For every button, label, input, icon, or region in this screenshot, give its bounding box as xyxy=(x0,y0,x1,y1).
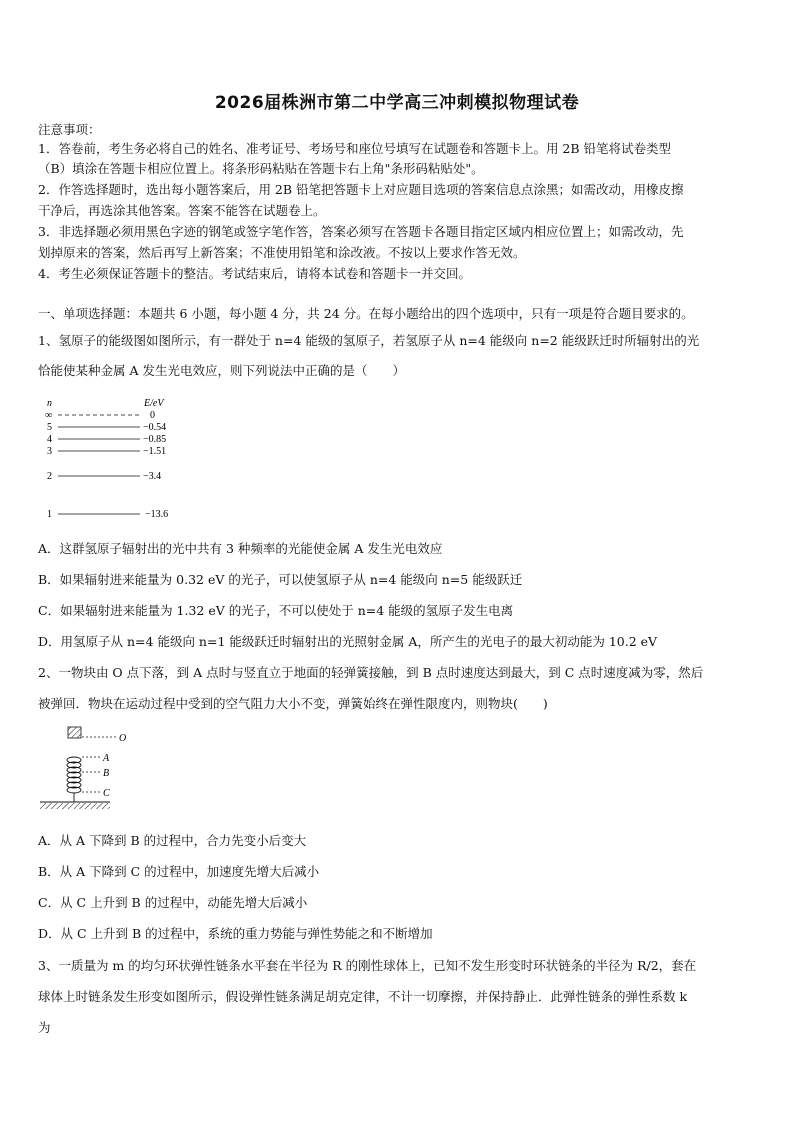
note-line: 2．作答选择题时，选出每小题答案后，用 2B 铅笔把答题卡上对应题目选项的答案信息点涂黑；如需改动，用橡皮擦 xyxy=(38,182,684,197)
note-line: 干净后，再选涂其他答案。答案不能答在试题卷上。 xyxy=(38,203,326,218)
level-n-label: 3 xyxy=(47,446,52,457)
note-line: 1．答卷前，考生务必将自己的姓名、准考证号、考场号和座位号填写在试题卷和答题卡上。用 2B 铅笔将试卷类型 xyxy=(38,141,672,156)
q2-stem: 被弹回．物块在运动过程中受到的空气阻力大小不变，弹簧始终在弹性限度内，则物块( ) xyxy=(38,696,548,711)
q2-option-b: B．从 A 下降到 C 的过程中，加速度先增大后减小 xyxy=(38,864,320,879)
level-energy-label: 0 xyxy=(150,410,155,421)
q1-stem: 1、氢原子的能级图如图所示，有一群处于 n=4 能级的氢原子，若氢原子从 n=4 能级向 n=2 能级跃迁时所辐射出的光 xyxy=(38,333,700,348)
page-title: 2026届株洲市第二中学高三冲刺模拟物理试卷 xyxy=(214,93,580,113)
level-n-label: 4 xyxy=(47,434,52,445)
q1-stem: 恰能使某种金属 A 发生光电效应，则下列说法中正确的是（ ） xyxy=(38,363,405,378)
q1-option-d: D．用氢原子从 n=4 能级向 n=1 能级跃迁时辐射出的光照射金属 A，所产生的光电子的最大初动能为 10.2 eV xyxy=(38,634,658,649)
note-line: 3．非选择题必须用黑色字迹的钢笔或签字笔作答，答案必须写在答题卡各题目指定区域内相应位置上；如需改动，先 xyxy=(38,224,684,239)
q3-stem: 3、一质量为 m 的均匀环状弹性链条水平套在半径为 R 的刚性球体上，已知不发生形变时环状链条的半径为 R/2，套在 xyxy=(38,958,697,973)
level-n-label: 5 xyxy=(47,422,52,433)
energy-level-diagram xyxy=(40,393,200,525)
level-energy-label: −1.51 xyxy=(143,446,167,457)
level-n-label: 2 xyxy=(47,471,52,482)
block-icon xyxy=(68,727,81,738)
point-c-label: C xyxy=(103,788,110,799)
level-energy-label: −0.85 xyxy=(143,434,167,445)
level-energy-label: −0.54 xyxy=(143,422,167,433)
q2-option-d: D．从 C 上升到 B 的过程中，系统的重力势能与弹性势能之和不断增加 xyxy=(38,926,433,941)
point-o-label: O xyxy=(119,733,127,744)
notes-heading: 注意事项： xyxy=(38,122,101,137)
q1-option-b: B．如果辐射进来能量为 0.32 eV 的光子，可以使氢原子从 n=4 能级向 n=5 能级跃迁 xyxy=(38,572,523,587)
ground-hatch xyxy=(40,803,110,809)
n-axis-label: n xyxy=(47,398,52,409)
q1-option-c: C．如果辐射进来能量为 1.32 eV 的光子，不可以使处于 n=4 能级的氢原子发生电离 xyxy=(38,603,514,618)
energy-axis-label: E/eV xyxy=(144,398,164,409)
q2-stem: 2、一物块由 O 点下落，到 A 点时与竖直立于地面的轻弹簧接触，到 B 点时速度达到最大，到 C 点时速度减为零，然后 xyxy=(38,665,704,680)
spring-icon xyxy=(67,757,81,802)
point-b-label: B xyxy=(103,768,110,779)
section-heading: 一、单项选择题：本题共 6 小题，每小题 4 分，共 24 分。在每小题给出的四个选项中，只有一项是符合题目要求的。 xyxy=(38,306,694,321)
q1-option-a: A．这群氢原子辐射出的光中共有 3 种频率的光能使金属 A 发生光电效应 xyxy=(38,541,443,556)
q3-stem: 为 xyxy=(38,1020,51,1035)
note-line: 4．考生必须保证答题卡的整洁。考试结束后，请将本试卷和答题卡一并交回。 xyxy=(38,266,471,281)
level-energy-label: −3.4 xyxy=(143,471,162,482)
note-line: 划掉原来的答案，然后再写上新答案；不准使用铅笔和涂改液。不按以上要求作答无效。 xyxy=(38,245,526,260)
q2-option-c: C．从 C 上升到 B 的过程中，动能先增大后减小 xyxy=(38,895,308,910)
note-line: （B）填涂在答题卡相应位置上。将条形码粘贴在答题卡右上角"条形码粘贴处"。 xyxy=(38,161,484,176)
level-energy-label: −13.6 xyxy=(145,509,169,520)
point-a-label: A xyxy=(103,753,110,764)
level-n-label: ∞ xyxy=(45,410,53,421)
q2-option-a: A．从 A 下降到 B 的过程中，合力先变小后变大 xyxy=(38,833,307,848)
q3-stem: 球体上时链条发生形变如图所示，假设弹性链条满足胡克定律，不计一切摩擦，并保持静止．此弹性链条的弹性系数 k xyxy=(38,989,688,1004)
level-n-label: 1 xyxy=(47,509,52,520)
spring-diagram xyxy=(36,722,136,818)
